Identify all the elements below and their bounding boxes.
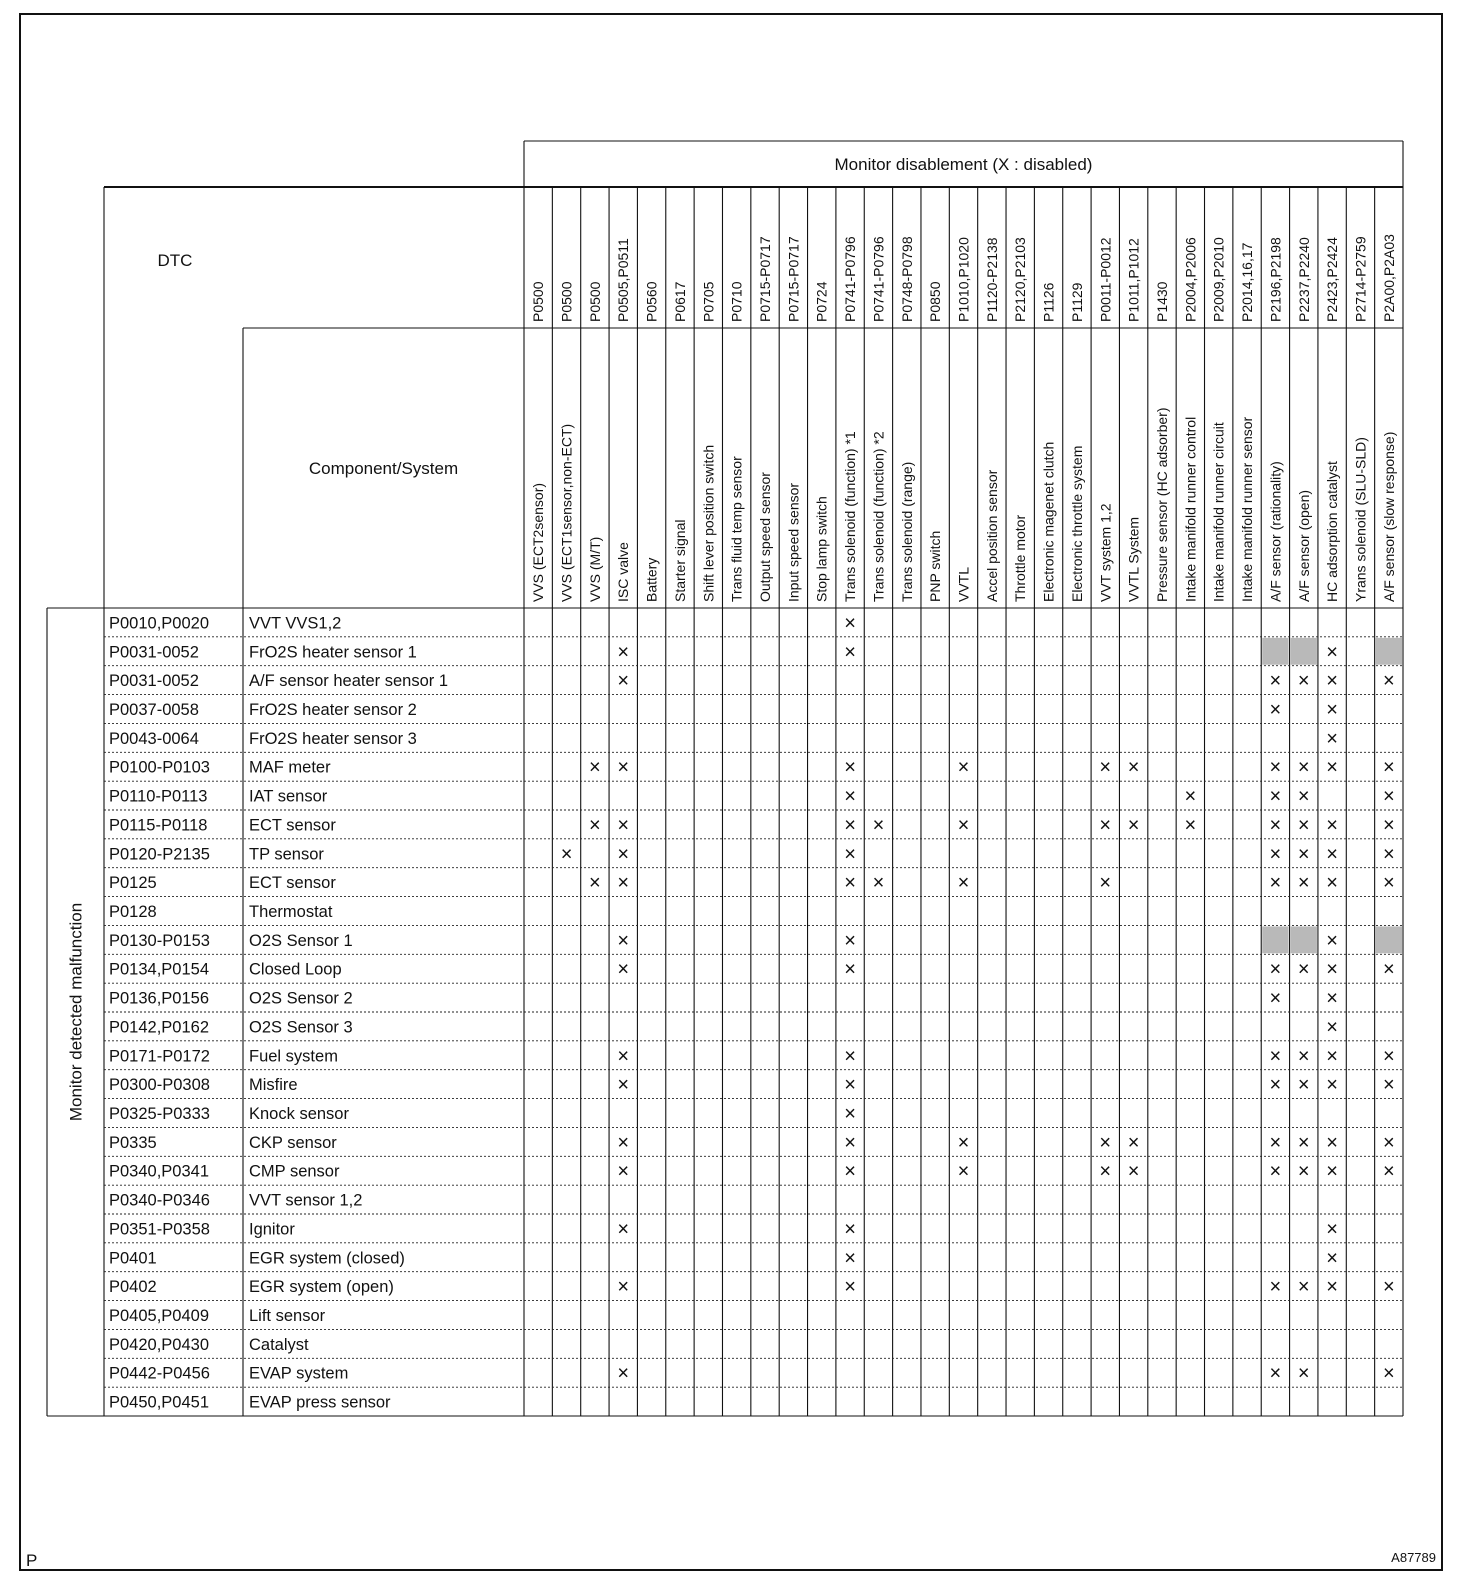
column-name: Starter signal	[671, 519, 688, 602]
column-name: Intake manifold runner control	[1182, 416, 1199, 602]
disabled-mark: ×	[1184, 814, 1197, 837]
row-dtc: P0037-0058	[109, 701, 199, 719]
column-dtc: P0011-P0012	[1097, 237, 1114, 322]
disabled-mark: ×	[1382, 872, 1395, 895]
disabled-mark: ×	[1269, 785, 1282, 808]
disabled-mark: ×	[1269, 987, 1282, 1010]
disabled-mark: ×	[1099, 1131, 1112, 1154]
disabled-mark: ×	[617, 641, 630, 664]
disabled-mark: ×	[844, 814, 856, 837]
column-name: Electronic throttle system	[1068, 445, 1085, 602]
disabled-mark: ×	[1269, 1160, 1282, 1183]
disabled-mark: ×	[844, 1160, 856, 1183]
row-dtc: P0120-P2135	[109, 845, 210, 864]
disabled-mark: ×	[1269, 872, 1282, 895]
disabled-mark: ×	[844, 1247, 856, 1270]
column-dtc: P0715-P0717	[757, 236, 774, 322]
disabled-mark: ×	[1326, 929, 1338, 952]
column-dtc: P0705	[700, 281, 717, 322]
disabled-mark: ×	[844, 1045, 856, 1068]
row-dtc: P0031-0052	[109, 672, 199, 691]
disabled-mark: ×	[1099, 1160, 1112, 1183]
column-name: Pressure sensor (HC adsorber)	[1153, 407, 1170, 602]
disabled-mark: ×	[1297, 1160, 1310, 1183]
disabled-mark: ×	[1099, 756, 1112, 779]
row-component: TP sensor	[249, 845, 324, 864]
row-component: EVAP system	[249, 1364, 349, 1383]
row-dtc: P0171-P0172	[109, 1047, 210, 1066]
column-dtc: P0560	[643, 281, 660, 322]
disabled-mark: ×	[1269, 1131, 1282, 1154]
row-dtc: P0125	[109, 874, 157, 893]
row-dtc: P0442-P0456	[109, 1364, 210, 1383]
column-name: Stop lamp switch	[813, 496, 830, 602]
disabled-mark: ×	[1326, 1247, 1338, 1270]
disabled-mark: ×	[1297, 843, 1310, 866]
component-header: Component/System	[308, 459, 459, 478]
column-dtc: P0500	[530, 281, 547, 322]
column-dtc: P0741-P0796	[842, 236, 859, 322]
row-dtc: P0136,P0156	[109, 989, 210, 1008]
column-name: PNP switch	[927, 530, 944, 602]
disabled-mark: ×	[1382, 958, 1395, 981]
column-dtc: P2120,P2103	[1012, 237, 1029, 322]
row-dtc: P0325-P0333	[109, 1105, 210, 1123]
column-dtc: P2004,P2006	[1182, 237, 1199, 322]
row-component: Knock sensor	[249, 1105, 349, 1123]
column-dtc: P0850	[927, 281, 944, 322]
row-dtc: P0340,P0341	[109, 1162, 210, 1181]
column-dtc: P0500	[558, 281, 575, 322]
disabled-mark: ×	[1297, 1131, 1310, 1154]
disabled-mark: ×	[617, 958, 630, 981]
row-dtc: P0450,P0451	[109, 1393, 210, 1412]
disabled-mark: ×	[617, 670, 630, 693]
disabled-mark: ×	[1382, 756, 1395, 779]
disabled-mark: ×	[1127, 756, 1140, 779]
disabled-mark: ×	[844, 785, 856, 808]
row-component: Ignitor	[249, 1220, 295, 1239]
disabled-mark: ×	[844, 1218, 856, 1241]
disabled-mark: ×	[1297, 1276, 1310, 1299]
column-name: Trans solenoid (function) *1	[842, 431, 859, 602]
disabled-mark: ×	[1382, 843, 1395, 866]
column-name: Throttle motor	[1012, 514, 1029, 602]
disabled-mark: ×	[1326, 1160, 1338, 1183]
disabled-mark: ×	[1269, 1362, 1282, 1385]
shaded-cell	[1262, 638, 1288, 665]
column-name: HC adsorption catalyst	[1324, 461, 1341, 602]
column-dtc: P0505,P0511	[615, 238, 632, 322]
disabled-mark: ×	[957, 814, 970, 837]
column-dtc: P0500	[586, 281, 603, 322]
disabled-mark: ×	[617, 1045, 630, 1068]
disabled-mark: ×	[1297, 1362, 1310, 1385]
shaded-cell	[1262, 926, 1288, 953]
disabled-mark: ×	[617, 929, 630, 952]
column-dtc: P0748-P0798	[898, 236, 915, 322]
row-component: FrO2S heater sensor 1	[249, 643, 417, 662]
column-name: ISC valve	[615, 542, 632, 602]
shaded-cell	[1291, 926, 1317, 953]
disabled-mark: ×	[1099, 872, 1112, 895]
row-component: Misfire	[249, 1076, 298, 1095]
disabled-mark: ×	[1297, 958, 1310, 981]
column-name: Accel position sensor	[983, 469, 1000, 602]
row-dtc: P0340-P0346	[109, 1191, 210, 1210]
column-name: VVS (ECT2sensor)	[530, 482, 547, 602]
column-dtc: P0741-P0796	[870, 236, 887, 322]
row-component: O2S Sensor 2	[249, 989, 353, 1008]
disabled-mark: ×	[844, 1131, 856, 1154]
disabled-mark: ×	[1382, 1045, 1395, 1068]
shaded-cell	[1376, 926, 1402, 953]
row-component: ECT sensor	[249, 874, 336, 893]
column-dtc: P2237,P2240	[1295, 237, 1312, 322]
disabled-mark: ×	[1184, 785, 1197, 808]
row-dtc: P0128	[109, 903, 157, 921]
disabled-mark: ×	[1127, 1131, 1140, 1154]
disabled-mark: ×	[1269, 1276, 1282, 1299]
column-dtc: P0617	[671, 281, 688, 322]
column-dtc: P1129	[1068, 282, 1085, 322]
disabled-mark: ×	[1382, 1276, 1395, 1299]
column-name: A/F sensor (rationality)	[1267, 461, 1284, 602]
row-component: O2S Sensor 3	[249, 1018, 353, 1037]
row-component: IAT sensor	[249, 787, 328, 806]
disabled-mark: ×	[617, 756, 630, 779]
row-component: EGR system (closed)	[249, 1249, 405, 1268]
shaded-cell	[1376, 638, 1402, 665]
disabled-mark: ×	[844, 843, 856, 866]
row-component: O2S Sensor 1	[249, 931, 353, 950]
disabled-mark: ×	[1269, 843, 1282, 866]
disabled-mark: ×	[1326, 699, 1338, 721]
column-name: VVTL System	[1125, 516, 1142, 602]
disabled-mark: ×	[617, 1276, 630, 1299]
row-dtc: P0110-P0113	[109, 787, 208, 806]
disabled-mark: ×	[589, 756, 601, 779]
disabled-mark: ×	[589, 872, 601, 895]
disabled-mark: ×	[1269, 814, 1282, 837]
row-component: VVT VVS1,2	[249, 614, 342, 633]
row-component: FrO2S heater sensor 3	[249, 729, 417, 748]
column-dtc: P1011,P1012	[1125, 238, 1142, 322]
disabled-mark: ×	[1326, 814, 1338, 837]
disabled-mark: ×	[1269, 699, 1282, 721]
disabled-mark: ×	[844, 929, 856, 952]
disabled-mark: ×	[617, 814, 630, 837]
disabled-mark: ×	[1269, 1074, 1282, 1097]
column-name: Intake manifold runner sensor	[1239, 416, 1256, 602]
row-component: CMP sensor	[249, 1162, 340, 1181]
row-dtc: P0100-P0103	[109, 758, 210, 777]
column-dtc: P2196,P2198	[1267, 237, 1284, 322]
disabled-mark: ×	[1326, 1016, 1338, 1039]
column-name: Battery	[643, 557, 660, 602]
disabled-mark: ×	[1099, 814, 1112, 837]
disabled-mark: ×	[1297, 670, 1310, 693]
disabled-mark: ×	[617, 1218, 630, 1241]
row-dtc: P0142,P0162	[109, 1018, 210, 1037]
column-name: VVS (M/T)	[586, 536, 603, 602]
row-component: Catalyst	[249, 1335, 309, 1354]
disabled-mark: ×	[617, 1131, 630, 1154]
disabled-mark: ×	[617, 1074, 630, 1097]
shaded-cell	[1291, 638, 1317, 665]
column-dtc: P1120-P2138	[983, 237, 1000, 322]
disabled-mark: ×	[560, 843, 573, 866]
row-dtc: P0405,P0409	[109, 1307, 210, 1325]
disabled-mark: ×	[617, 1362, 630, 1385]
disabled-mark: ×	[1269, 958, 1282, 981]
column-name: Input speed sensor	[785, 482, 802, 602]
disabled-mark: ×	[957, 1160, 970, 1183]
column-name: A/F sensor (slow response)	[1380, 431, 1397, 602]
column-name: Output speed sensor	[757, 472, 774, 602]
column-dtc: P1126	[1040, 282, 1057, 322]
column-name: VVTL	[955, 566, 972, 602]
disabled-mark: ×	[617, 1160, 630, 1183]
row-dtc: P0130-P0153	[109, 931, 210, 950]
disabled-mark: ×	[1326, 756, 1338, 779]
column-name: Trans solenoid (function) *2	[870, 431, 887, 602]
disabled-mark: ×	[872, 814, 885, 837]
disabled-mark: ×	[1326, 987, 1338, 1010]
disabled-mark: ×	[1326, 670, 1338, 693]
row-component: A/F sensor heater sensor 1	[249, 672, 449, 691]
disabled-mark: ×	[872, 872, 885, 895]
disabled-mark: ×	[844, 872, 856, 895]
row-component: EGR system (open)	[249, 1278, 394, 1297]
row-dtc: P0335	[109, 1133, 157, 1152]
disabled-mark: ×	[1269, 670, 1282, 693]
row-component: VVT sensor 1,2	[249, 1191, 363, 1210]
column-name: Shift lever position switch	[700, 444, 717, 602]
column-dtc: P0710	[728, 281, 745, 322]
figure-id: A87789	[1391, 1550, 1436, 1565]
table-title: Monitor disablement (X : disabled)	[834, 155, 1093, 174]
row-dtc: P0031-0052	[109, 643, 199, 662]
disabled-mark: ×	[1127, 814, 1140, 837]
row-component: CKP sensor	[249, 1133, 337, 1152]
disabled-mark: ×	[1297, 756, 1310, 779]
disabled-mark: ×	[1269, 756, 1282, 779]
column-dtc: P0724	[813, 281, 830, 322]
disabled-mark: ×	[844, 641, 856, 664]
row-dtc: P0134,P0154	[109, 960, 210, 979]
disabled-mark: ×	[957, 1131, 970, 1154]
row-component: ECT sensor	[249, 816, 336, 835]
disabled-mark: ×	[1382, 1362, 1395, 1385]
disabled-mark: ×	[1382, 1074, 1395, 1097]
disabled-mark: ×	[1326, 1276, 1338, 1299]
disabled-mark: ×	[1297, 814, 1310, 837]
disabled-mark: ×	[957, 756, 970, 779]
row-dtc: P0420,P0430	[109, 1335, 210, 1354]
disabled-mark: ×	[957, 872, 970, 895]
row-component: Lift sensor	[249, 1307, 326, 1325]
disabled-mark: ×	[589, 814, 601, 837]
column-dtc: P1010,P1020	[955, 237, 972, 322]
row-dtc: P0115-P0118	[109, 816, 208, 835]
row-dtc: P0351-P0358	[109, 1220, 210, 1239]
disabled-mark: ×	[1326, 958, 1338, 981]
row-dtc: P0043-0064	[109, 729, 199, 748]
row-component: Fuel system	[249, 1047, 338, 1066]
disabled-mark: ×	[1382, 670, 1395, 693]
column-name: VVT system 1,2	[1097, 503, 1114, 602]
row-component: Closed Loop	[249, 960, 342, 979]
disabled-mark: ×	[1382, 1131, 1395, 1154]
disabled-mark: ×	[844, 1103, 856, 1125]
column-name: Trans fluid temp sensor	[728, 456, 745, 602]
column-dtc: P2009,P2010	[1210, 237, 1227, 322]
disabled-mark: ×	[1269, 1045, 1282, 1068]
row-dtc: P0401	[109, 1249, 157, 1268]
row-component: FrO2S heater sensor 2	[249, 701, 417, 719]
disabled-mark: ×	[1326, 843, 1338, 866]
disabled-mark: ×	[1127, 1160, 1140, 1183]
disabled-mark: ×	[1326, 1131, 1338, 1154]
column-dtc: P1430	[1153, 281, 1170, 322]
disabled-mark: ×	[1326, 727, 1338, 750]
disabled-mark: ×	[1326, 872, 1338, 895]
side-label: Monitor detected malfunction	[66, 902, 86, 1122]
column-name: Yrans solenoid (SLU-SLD)	[1352, 437, 1369, 602]
disabled-mark: ×	[844, 1074, 856, 1097]
column-name: Intake manifold runner circuit	[1210, 422, 1227, 602]
disabled-mark: ×	[1297, 1045, 1310, 1068]
row-dtc: P0010,P0020	[109, 614, 210, 633]
disabled-mark: ×	[1382, 814, 1395, 837]
column-name: Trans solenoid (range)	[898, 461, 915, 602]
disabled-mark: ×	[1297, 1074, 1310, 1097]
column-dtc: P2014,16,17	[1239, 242, 1256, 322]
column-dtc: P2714-P2759	[1352, 236, 1369, 322]
column-name: Electronic magenet clutch	[1040, 441, 1057, 602]
disabled-mark: ×	[1382, 785, 1395, 808]
disabled-mark: ×	[1297, 785, 1310, 808]
column-dtc: P2A00,P2A03	[1380, 234, 1397, 322]
row-component: EVAP press sensor	[249, 1393, 391, 1412]
disabled-mark: ×	[844, 612, 856, 635]
disabled-mark: ×	[844, 756, 856, 779]
row-dtc: P0402	[109, 1278, 157, 1297]
row-component: Thermostat	[249, 903, 333, 921]
dtc-header: DTC	[157, 251, 193, 270]
disabled-mark: ×	[1326, 1218, 1338, 1241]
column-dtc: P2423,P2424	[1324, 237, 1341, 322]
disabled-mark: ×	[1326, 1074, 1338, 1097]
row-dtc: P0300-P0308	[109, 1076, 210, 1095]
disabled-mark: ×	[1326, 1045, 1338, 1068]
page-letter: P	[26, 1551, 38, 1570]
disabled-mark: ×	[1297, 872, 1310, 895]
column-dtc: P0715-P0717	[785, 236, 802, 322]
disabled-mark: ×	[1382, 1160, 1395, 1183]
disabled-mark: ×	[617, 872, 630, 895]
disabled-mark: ×	[617, 843, 630, 866]
disabled-mark: ×	[1326, 641, 1338, 664]
column-name: VVS (ECT1sensor,non-ECT)	[558, 423, 575, 602]
row-component: MAF meter	[249, 758, 331, 777]
column-name: A/F sensor (open)	[1295, 489, 1312, 602]
disabled-mark: ×	[844, 958, 856, 981]
disabled-mark: ×	[844, 1276, 856, 1299]
